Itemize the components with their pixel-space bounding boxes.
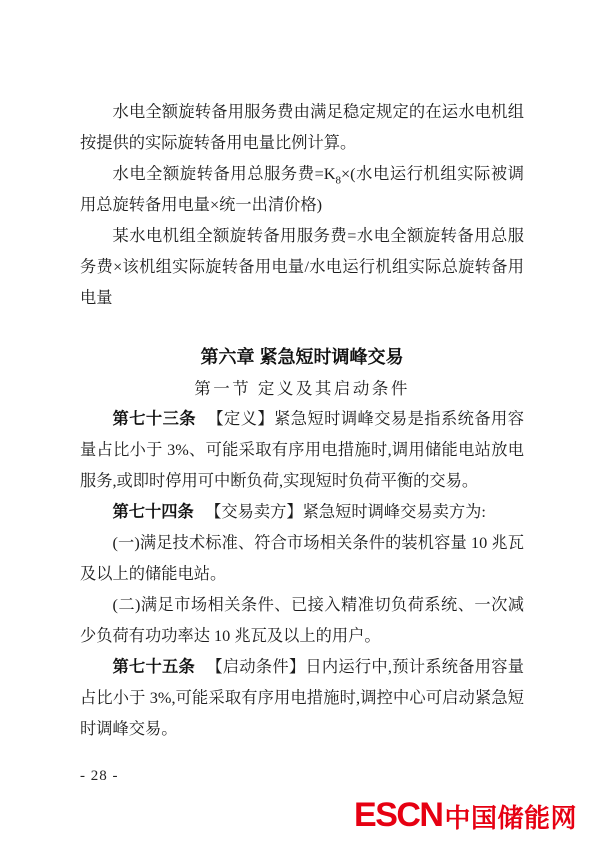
article-74-label: 第七十四条 <box>112 503 194 521</box>
formula-subscript: 8 <box>335 174 341 187</box>
body-paragraph-1: 水电全额旋转备用服务费由满足稳定规定的在运水电机组按提供的实际旋转备用电量比例计算。 <box>80 103 524 152</box>
article-73 <box>80 404 524 497</box>
escn-logo <box>354 796 577 834</box>
section-heading: 第一节 定义及其启动条件 <box>194 379 410 398</box>
list-item-1: (一)满足技术标准、符合市场相关条件的装机容量 10 兆瓦及以上的储能电站。 <box>80 534 524 583</box>
formula-post: ×(水电运行机组实际被调用总旋转备用电量×统一出清价格) <box>80 165 524 214</box>
article-73-label: 第七十三条 <box>112 410 196 428</box>
chapter-heading: 第六章 紧急短时调峰交易 <box>200 347 404 367</box>
article-74-body: 【交易卖方】紧急短时调峰交易卖方为: <box>205 503 486 521</box>
article-73-body: 【定义】紧急短时调峰交易是指系统备用容量占比小于 3%、可能采取有序用电措施时,调用储能电站放电服务,或即时停用可中断负荷,实现短时负荷平衡的交易。 <box>80 410 524 490</box>
logo-latin-text: ESCN <box>354 796 443 834</box>
list-item-2: (二)满足市场相关条件、已接入精准切负荷系统、一次减少负荷有功功率达 10 兆瓦及以上的用户。 <box>80 596 524 645</box>
body-paragraph-formula <box>80 159 524 221</box>
article-75 <box>80 652 524 745</box>
article-75-label: 第七十五条 <box>112 658 196 676</box>
body-paragraph-3: 某水电机组全额旋转备用服务费=水电全额旋转备用总服务费×该机组实际旋转备用电量/水电运行机组实际总旋转备用电量 <box>80 227 524 307</box>
logo-chinese-text: 中国储能网 <box>444 803 577 834</box>
article-74 <box>80 497 524 528</box>
article-75-body: 【启动条件】日内运行中,预计系统备用容量占比小于 3%,可能采取有序用电措施时,调控中心可启动紧急短时调峰交易。 <box>80 658 525 738</box>
page-number: - 28 - <box>80 768 119 784</box>
document-content <box>80 97 524 745</box>
formula-pre: 水电全额旋转备用总服务费=K <box>112 165 336 183</box>
